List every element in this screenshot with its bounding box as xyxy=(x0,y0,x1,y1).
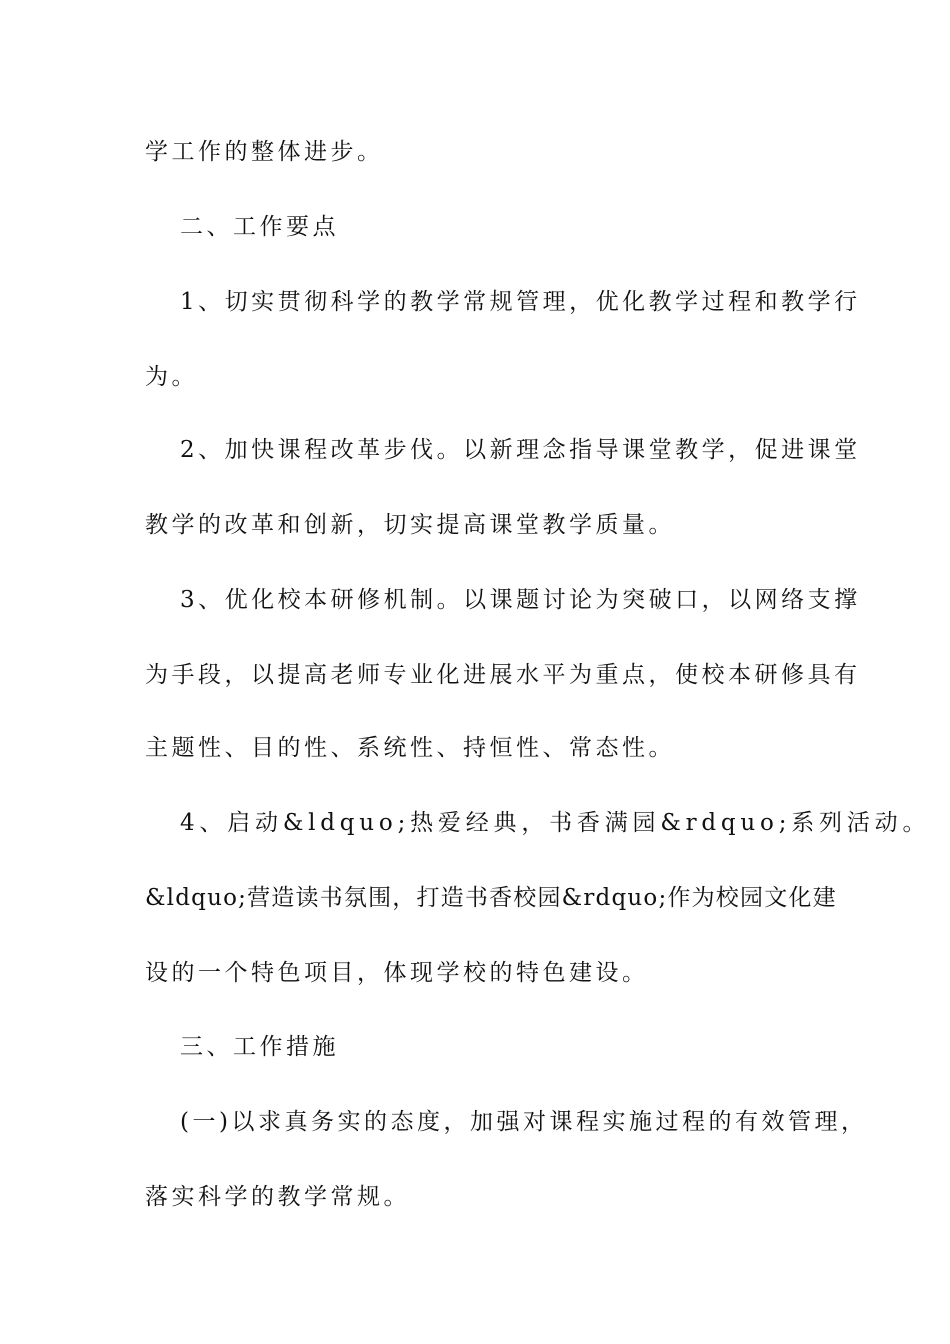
paragraph-line: (一)以求真务实的态度，加强对课程实施过程的有效管理， xyxy=(180,1109,868,1135)
section-heading: 二、工作要点 xyxy=(180,214,339,240)
paragraph-line: 主题性、目的性、系统性、持恒性、常态性。 xyxy=(145,735,675,761)
paragraph-line: 为手段，以提高老师专业化进展水平为重点，使校本研修具有 xyxy=(145,662,861,688)
paragraph-line: 为。 xyxy=(145,364,198,390)
paragraph-line: 4、启动&ldquo;热爱经典，书香满园&rdquo;系列活动。 xyxy=(180,810,931,836)
paragraph-line: 学工作的整体进步。 xyxy=(145,139,384,165)
section-heading: 三、工作措施 xyxy=(180,1034,339,1060)
paragraph-line: 1、切实贯彻科学的教学常规管理，优化教学过程和教学行 xyxy=(180,289,861,315)
paragraph-line: 教学的改革和创新，切实提高课堂教学质量。 xyxy=(145,512,675,538)
paragraph-line: 3、优化校本研修机制。以课题讨论为突破口，以网络支撑 xyxy=(180,587,861,613)
paragraph-line: 2、加快课程改革步伐。以新理念指导课堂教学，促进课堂 xyxy=(180,437,861,463)
paragraph-line: &ldquo;营造读书氛围，打造书香校园&rdquo;作为校园文化建 xyxy=(145,885,837,911)
paragraph-line: 设的一个特色项目，体现学校的特色建设。 xyxy=(145,960,649,986)
paragraph-line: 落实科学的教学常规。 xyxy=(145,1184,410,1210)
